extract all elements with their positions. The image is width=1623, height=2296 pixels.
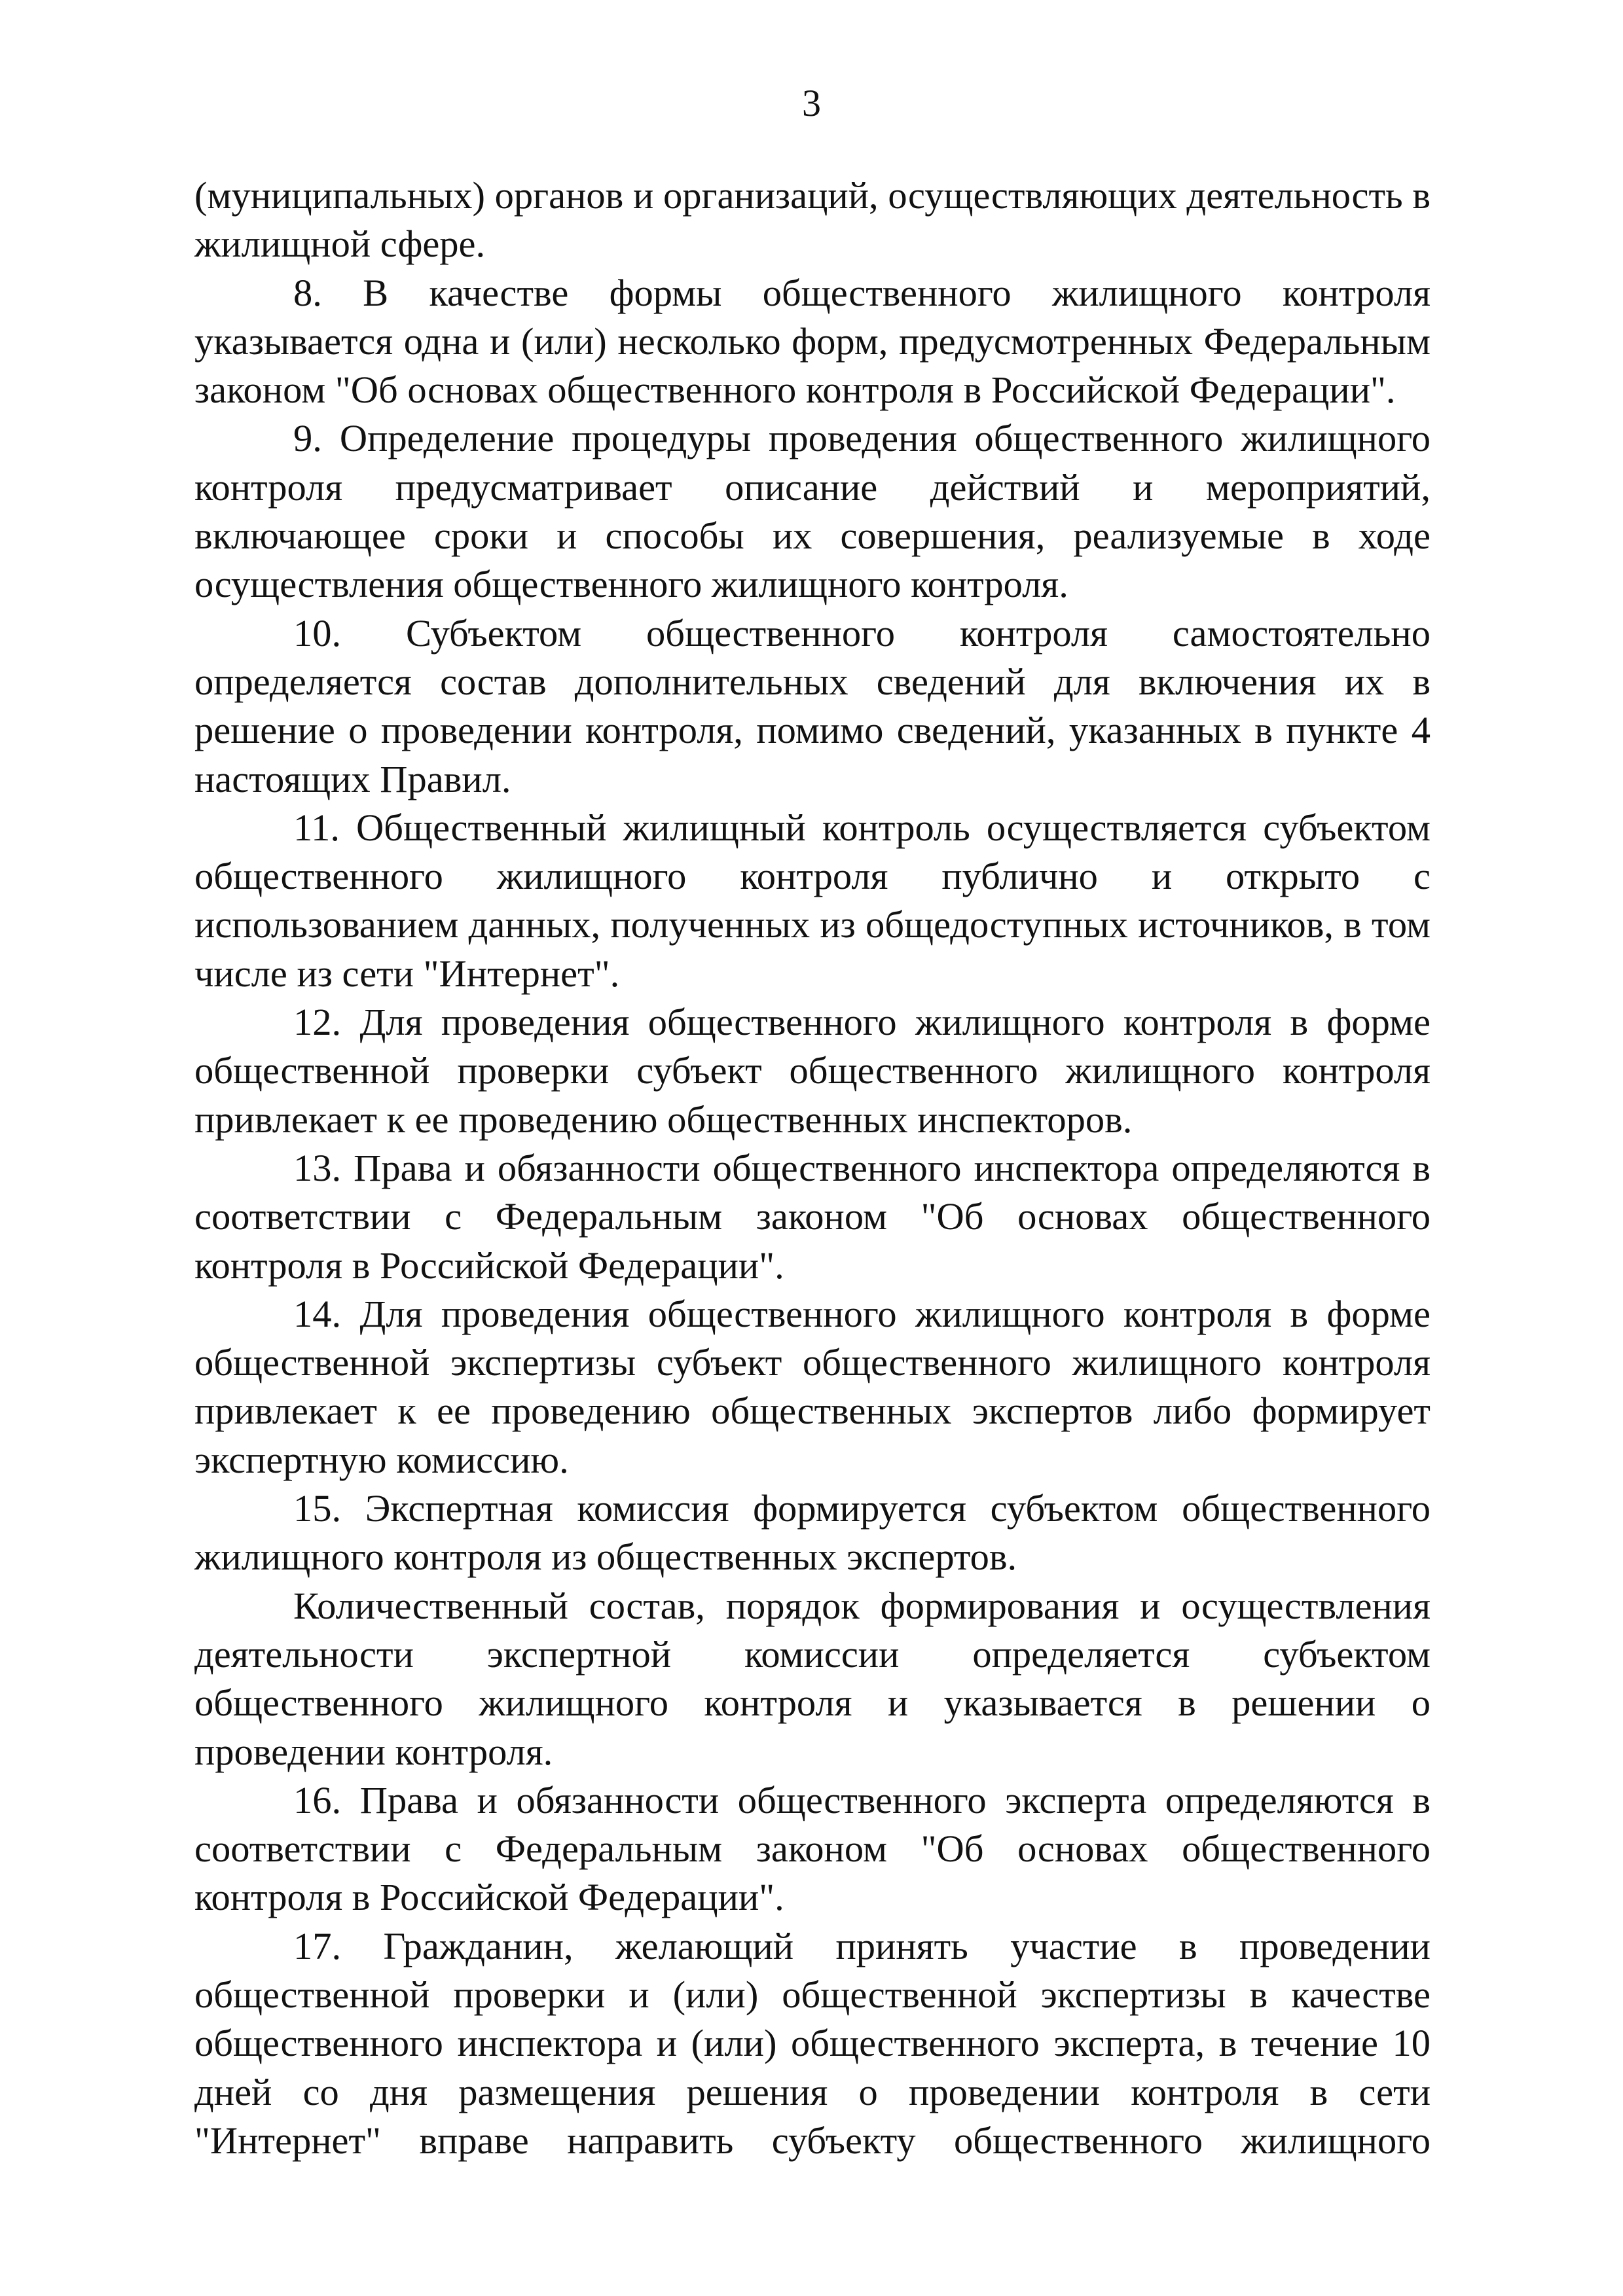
paragraph-item-9: 9. Определение процедуры проведения общественного жилищного контроля предусматривает описание действий и мероприятий, включающее сроки и способы их совершения, реализуемые в ходе осуществления общественного жилищного контроля. bbox=[194, 417, 1431, 606]
paragraph-item-17: 17. Гражданин, желающий принять участие в проведении общественной проверки и (или) общественной экспертизы в качестве общественного инспектора и (или) общественного эксперта, в течение 10 дней со дня размещения решения о проведении контроля в сети "Интернет" вправе направить субъекту общественного жилищного bbox=[194, 1924, 1431, 2162]
paragraph-item-16: 16. Права и обязанности общественного эксперта определяются в соответствии с Федеральным законом "Об основах общественного контроля в Российской Федерации". bbox=[194, 1778, 1431, 1919]
paragraph-item-11: 11. Общественный жилищный контроль осуществляется субъектом общественного жилищного контроля публично и открыто с использованием данных, полученных из общедоступных источников, в том числе из сети "Интернет". bbox=[194, 806, 1431, 995]
paragraph-item-15-second: Количественный состав, порядок формирования и осуществления деятельности экспертной комиссии определяется субъектом общественного жилищного контроля и указывается в решении о проведении контроля. bbox=[194, 1584, 1431, 1773]
paragraph-item-10: 10. Субъектом общественного контроля самостоятельно определяется состав дополнительных сведений для включения их в решение о проведении контроля, помимо сведений, указанных в пункте 4 настоящих Правил. bbox=[194, 611, 1431, 800]
page-number: 3 bbox=[802, 82, 821, 124]
paragraph-continuation: (муниципальных) органов и организаций, осуществляющих деятельность в жилищной сфере. bbox=[194, 174, 1431, 266]
paragraph-item-15: 15. Экспертная комиссия формируется субъектом общественного жилищного контроля из общественных экспертов. bbox=[194, 1487, 1431, 1579]
paragraph-item-12: 12. Для проведения общественного жилищного контроля в форме общественной проверки субъект общественного жилищного контроля привлекает к ее проведению общественных инспекторов. bbox=[194, 1001, 1431, 1141]
paragraph-item-8: 8. В качестве формы общественного жилищного контроля указывается одна и (или) несколько форм, предусмотренных Федеральным законом "Об основах общественного контроля в Российской Федерации". bbox=[194, 271, 1431, 412]
document-body bbox=[194, 171, 1431, 2165]
paragraph-item-14: 14. Для проведения общественного жилищного контроля в форме общественной экспертизы субъект общественного жилищного контроля привлекает к ее проведению общественных экспертов либо формирует экспертную комиссию. bbox=[194, 1292, 1431, 1481]
paragraph-item-13: 13. Права и обязанности общественного инспектора определяются в соответствии с Федеральным законом "Об основах общественного контроля в Российской Федерации". bbox=[194, 1146, 1431, 1287]
